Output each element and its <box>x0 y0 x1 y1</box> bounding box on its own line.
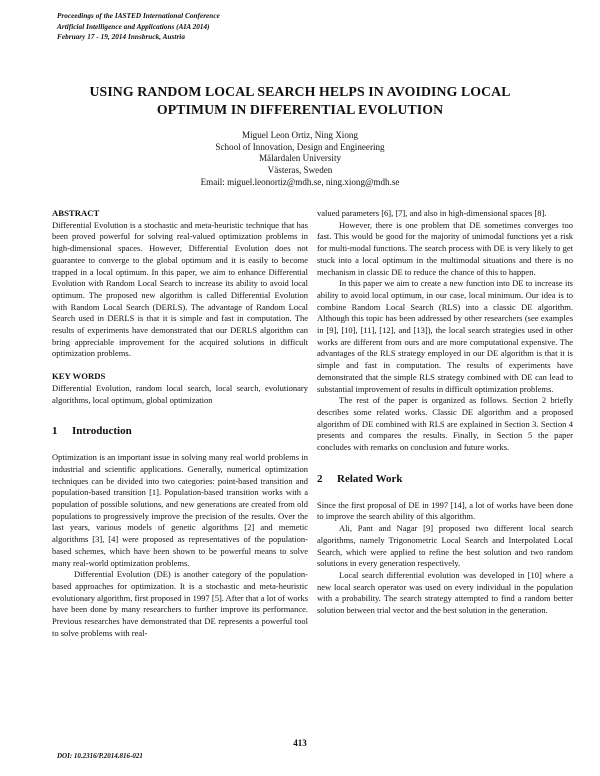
author-names: Miguel Leon Ortiz, Ning Xiong <box>242 130 358 140</box>
section-title: Related Work <box>337 472 403 485</box>
abstract-heading: ABSTRACT <box>52 208 100 218</box>
author-city: Västeras, Sweden <box>267 165 333 176</box>
doi-label: DOI: 10.2316/P.2014.816-021 <box>57 752 143 760</box>
section-number: 2 <box>317 472 323 485</box>
paragraph: Since the first proposal of DE in 1997 [14], a lot of works have been done to improve the search ability of this algorithm. <box>317 499 573 522</box>
section-1-heading <box>52 424 308 438</box>
title-line: OPTIMUM IN DIFFERENTIAL EVOLUTION <box>156 101 444 117</box>
author-university: Mälardalen University <box>258 153 342 164</box>
abstract-text: Differential Evolution is a stochastic and meta-heuristic technique that has been proved powerful for solving real-valued optimization problems in high-dimensional spaces. However, Differential Evolution does not guarantee to converge to the global optimum and it is easily to become trapped in a local optimum. In this paper, we aim to enhance Differential Evolution with Random Local Search to increase its ability to avoid local optimum. The proposed new algorithm is called Differential Evolution with Random Local Search (DERLS). The advantage of Random Local Search used in DERLS is that it is simple and fast in computation. The results of experiments have demonstrated that our DERLS algorithm can bring appreciable improvement for the acquired solutions in difficult optimization problems. <box>52 219 308 359</box>
paper-title <box>40 83 560 118</box>
section-number: 1 <box>52 425 58 438</box>
header-line: February 17 - 19, 2014 Innsbruck, Austria <box>57 33 185 42</box>
paragraph: Differential Evolution (DE) is another category of the population-based approaches for optimization. It is a stochastic and meta-heuristic evolutionary algorithm, first proposed in 1997 [5]. After that a lot of works have been done by many researchers to further improve its performance. Previous researches have demonstrated that DE represents a powerful tool to solve problems with real- <box>52 569 308 638</box>
paragraph: Optimization is an important issue in solving many real world problems in industrial and scientific applications. Generally, numerical optimization techniques can be divided into two categories: point-based transition and population-based transition [1]. Population-based transition works with a population of possible solutions, and new generations are created from old populations to progressively improve the precision of the results. Over the last years, various models of genetic algorithms [2] and memetic algorithms [3], [4] were proposed as representatives of the population-based schemes, which have been shown to be powerful means to solve many real-world optimization problems. <box>52 452 308 568</box>
paragraph: Local search differential evolution was developed in [10] where a new local search operator was used on every individual in the population with a probability. The search strategy attempted to find a random better solution between trial vector and the best solution in the generation. <box>317 569 573 616</box>
paragraph: The rest of the paper is organized as follows. Section 2 briefly describes some related works. Classic DE algorithm and a proposed algorithm of DE combined with RLS are explained in Section 3. Section 4 presents and compares the results. Finally, in Section 5 the paper concludes with remarks on conclusion and future works. <box>317 395 573 453</box>
page-number: 413 <box>293 738 307 748</box>
left-column <box>52 208 308 640</box>
author-email: Email: miguel.leonortiz@mdh.se, ning.xiong@mdh.se <box>200 176 400 187</box>
paragraph: However, there is one problem that DE sometimes converges too fast. This would be good for the majority of unimodal functions yet a risk for multi-modal functions. The search process with DE is very likely to get stuck into a local optimum in the multimodal situations and there is no mechanism in classic DE to reduce the chance of this to happen. <box>317 219 573 277</box>
paragraph: Ali, Pant and Nagar [9] proposed two different local search algorithms, namely Trigonometric Local Search and Interpolated Local Search, which were applied to refine the best solution and two random solutions in every generation respectively. <box>317 523 573 569</box>
section-title: Introduction <box>72 425 132 438</box>
keywords-heading: KEY WORDS <box>52 371 106 382</box>
paragraph: valued parameters [6], [7], and also in high-dimensional spaces [8]. <box>317 208 547 218</box>
keywords-text: Differential Evolution, random local search, local search, evolutionary algorithms, local optimum, global optimization <box>52 382 308 405</box>
header-line: Artificial Intelligence and Applications (AIA 2014) <box>57 22 210 31</box>
header-line: Proceedings of the IASTED International Conference <box>57 12 220 20</box>
author-block <box>60 130 540 189</box>
section-2-heading <box>317 472 573 486</box>
right-column <box>317 208 573 617</box>
conference-header <box>57 11 220 43</box>
paragraph: In this paper we aim to create a new function into DE to increase its ability to avoid local optimum, in our case, local minimum. Our idea is to combine Random Local Search (RLS) into a classic DE algorithm. Although this topic has been addressed by other researchers (see examples in [9], [10], [11], [12], and [13]), the local search strategies used in other works are different from ours and are more computational expensive. The advantages of the RLS strategy employed in our DE algorithm is that it is simple and fast in computation. The results of experiments have demonstrated that the simple RLS strategy combined with DE can lead to substantial improvement of results in difficult optimization problems. <box>317 278 573 394</box>
author-school: School of Innovation, Design and Engineering <box>215 141 385 152</box>
title-line: USING RANDOM LOCAL SEARCH HELPS IN AVOIDING LOCAL <box>89 84 511 99</box>
